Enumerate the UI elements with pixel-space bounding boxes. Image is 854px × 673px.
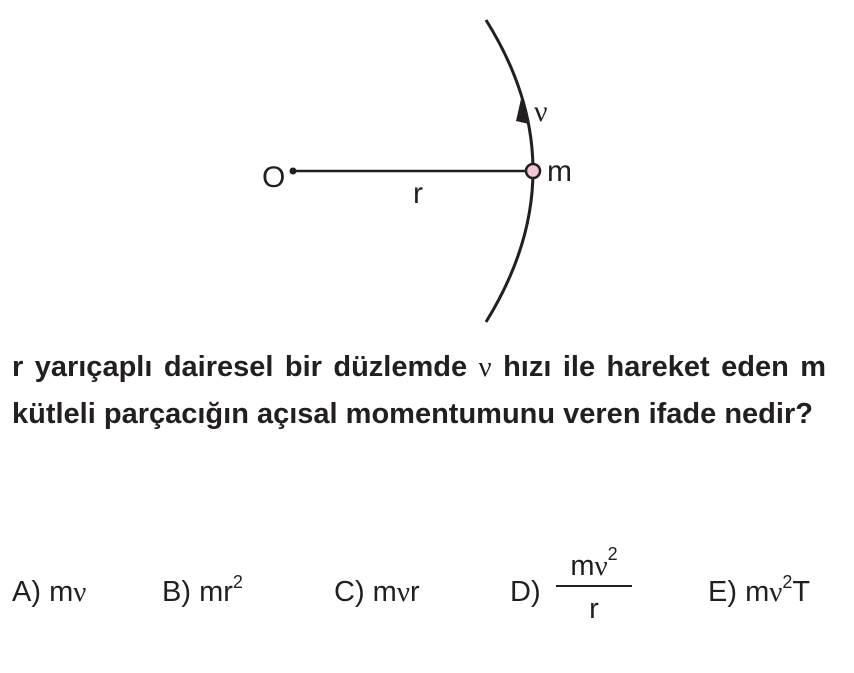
option-a-nu: ν: [73, 576, 87, 608]
option-a-label: A): [12, 576, 41, 608]
question-text-after: hızı ile hareket eden m kütleli parçacığın açısal momentumunu veren ifade nedir?: [12, 351, 826, 430]
option-d-numerator: [556, 544, 632, 587]
center-point: [290, 168, 297, 175]
option-d-denominator: r: [589, 593, 599, 625]
radius-label: r: [413, 177, 423, 210]
option-b-text: mr: [199, 576, 233, 608]
option-d-fraction[interactable]: [556, 544, 632, 627]
option-d-label: D): [510, 576, 541, 608]
center-label: O: [262, 161, 286, 194]
option-d-num-pre: m: [570, 550, 595, 582]
question-text-before: r yarıçaplı dairesel bir düzlemde: [12, 351, 479, 383]
option-b[interactable]: [162, 572, 243, 609]
option-c-pre: m: [372, 576, 397, 608]
option-d-nu: ν: [594, 550, 608, 582]
option-b-label: B): [162, 576, 191, 608]
question-text: [12, 344, 826, 438]
option-c[interactable]: [334, 576, 420, 609]
option-a[interactable]: [12, 576, 86, 609]
option-c-nu: ν: [396, 576, 410, 608]
option-c-post: r: [409, 576, 420, 608]
option-e-pre: m: [745, 576, 770, 608]
option-a-text: m: [49, 576, 74, 608]
mass-particle: [526, 164, 540, 178]
velocity-symbol: ν: [478, 351, 492, 383]
option-c-label: C): [334, 576, 365, 608]
option-b-exponent: 2: [232, 572, 243, 593]
velocity-label: ν: [534, 95, 548, 128]
option-d[interactable]: [510, 576, 541, 609]
option-e[interactable]: [708, 572, 811, 609]
option-e-label: E): [708, 576, 737, 608]
option-e-exponent: 2: [782, 572, 793, 593]
option-d-exponent: 2: [607, 544, 618, 565]
mass-label: m: [547, 155, 572, 188]
option-e-nu: ν: [769, 576, 783, 608]
option-e-post: T: [792, 576, 811, 608]
